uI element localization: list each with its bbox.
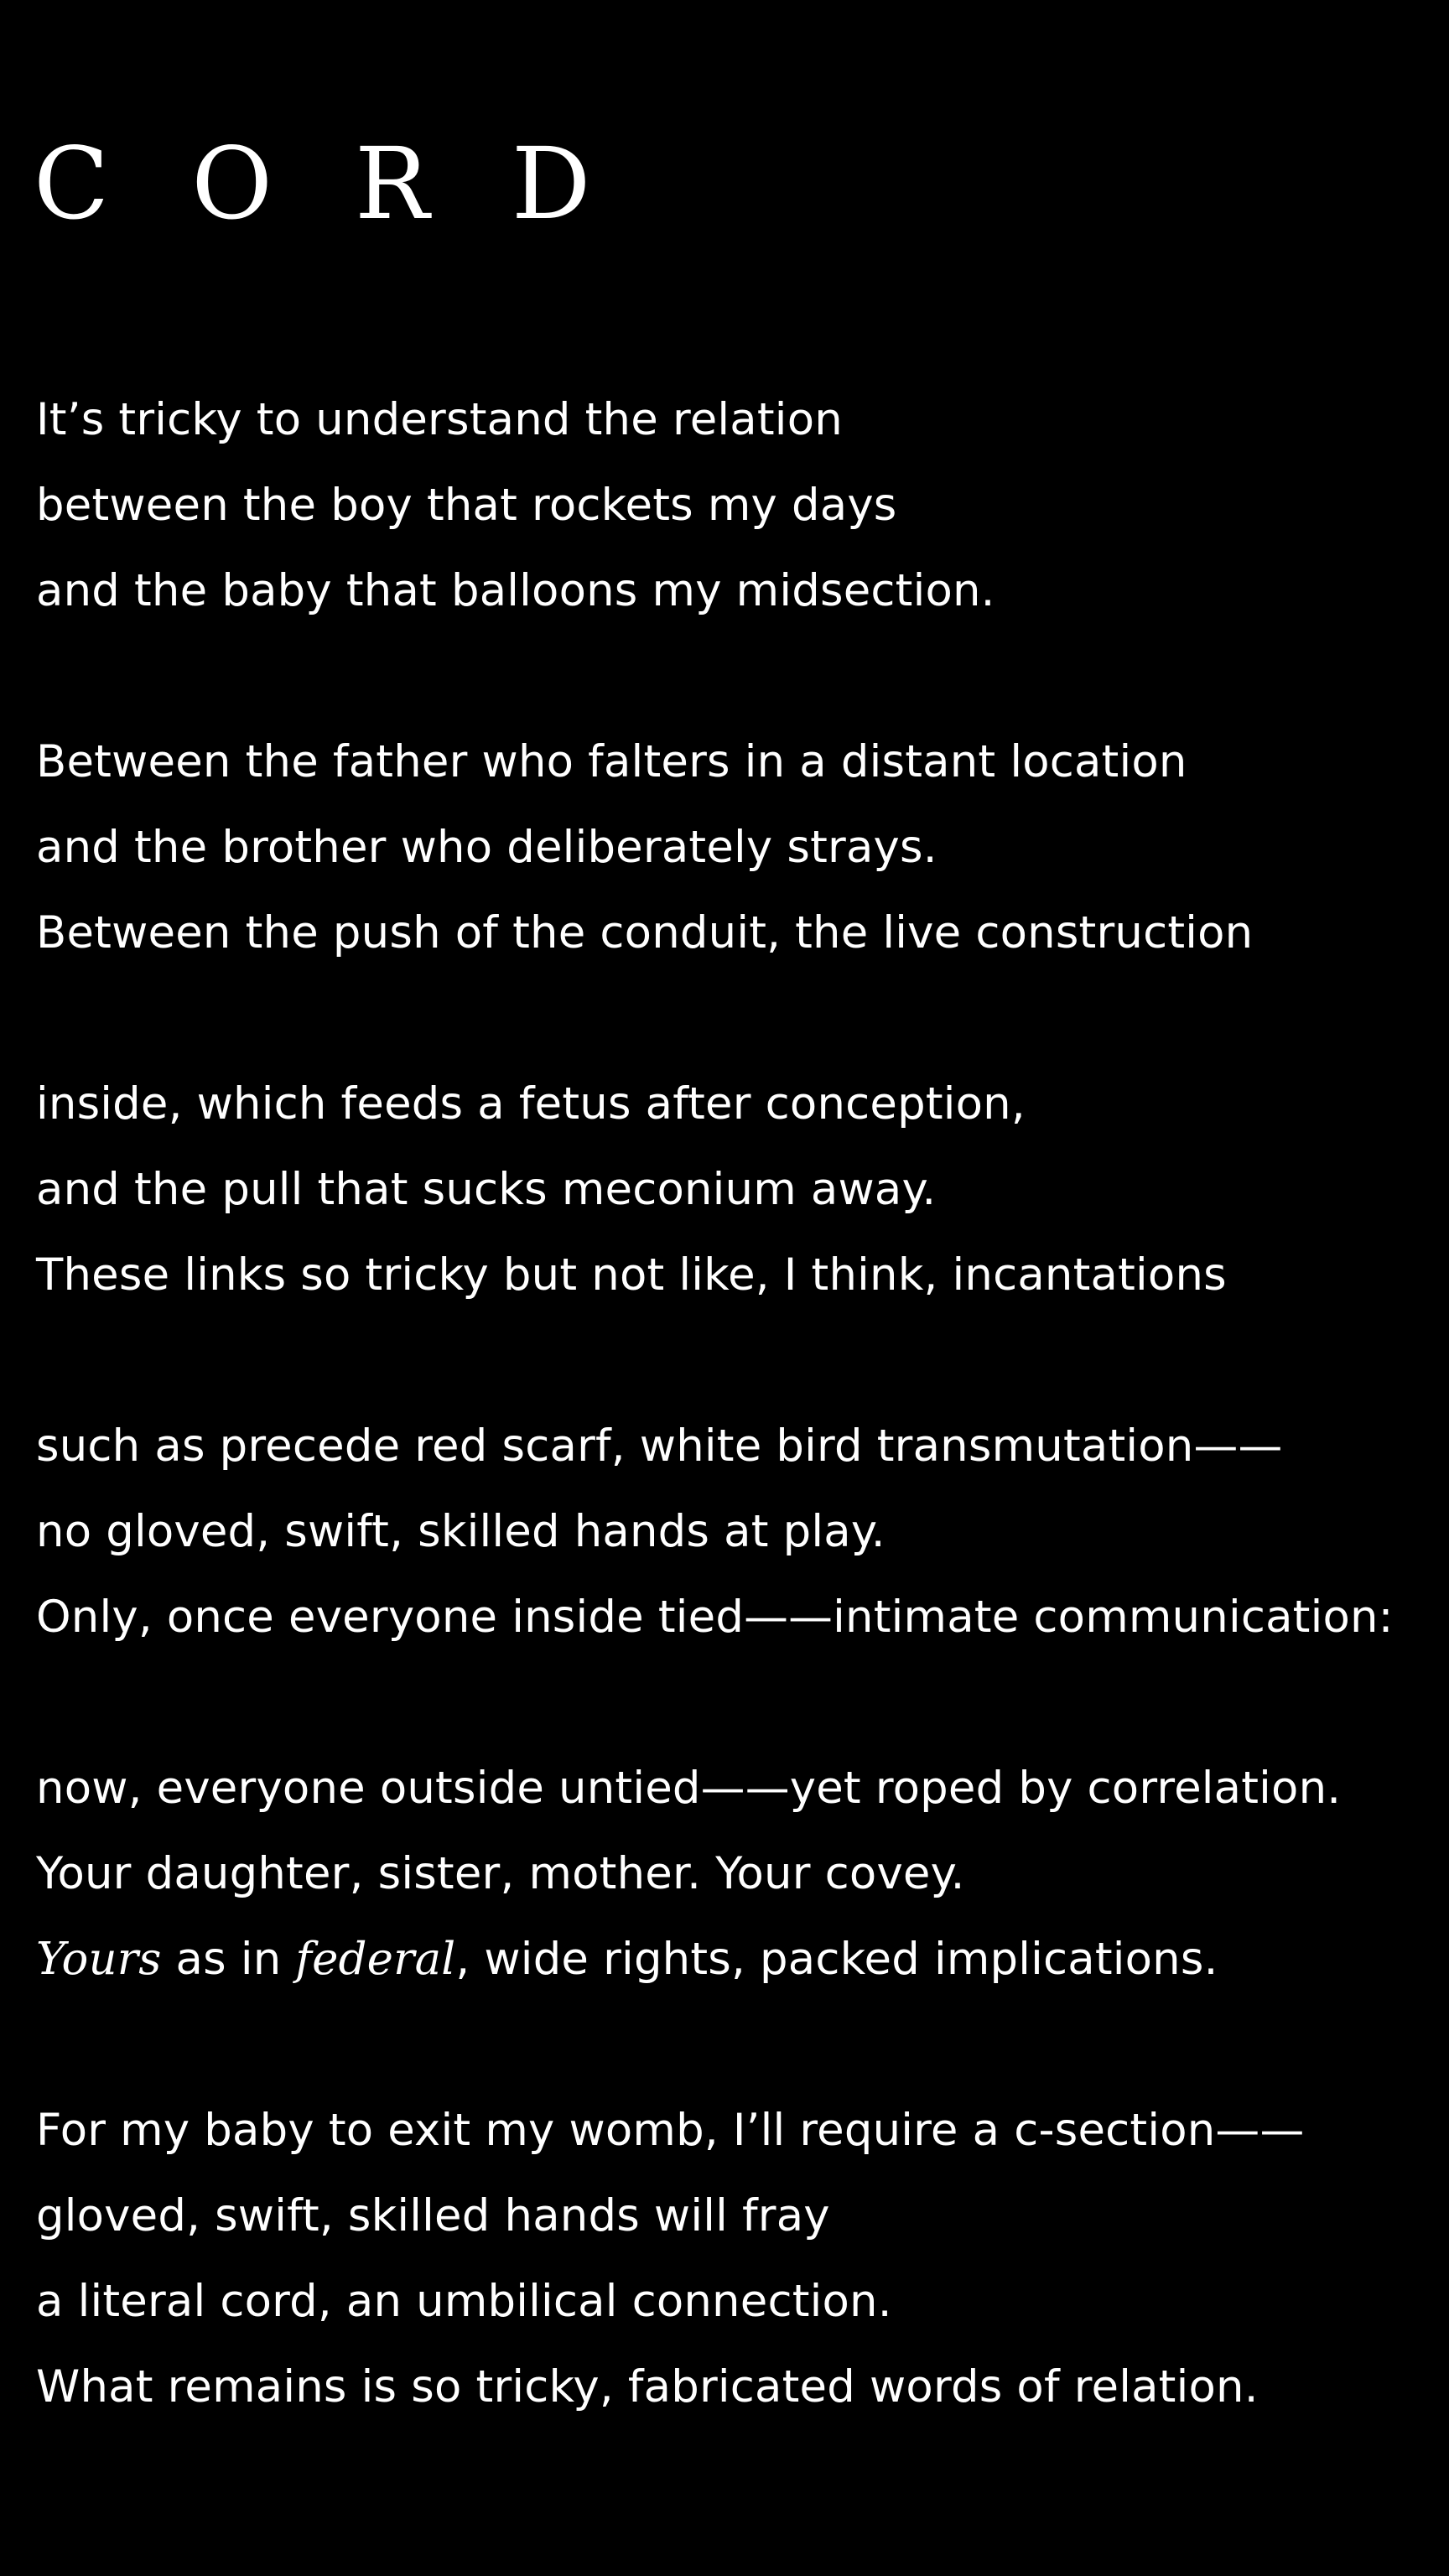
poem-line: now, everyone outside untied——yet roped by correlation. bbox=[36, 1763, 1342, 1814]
stanza-4 bbox=[36, 1404, 1445, 1660]
poem-body bbox=[36, 377, 1445, 2516]
stanza-5 bbox=[36, 1746, 1445, 2002]
poem-line: What remains is so tricky, fabricated words of relation. bbox=[36, 2361, 1259, 2412]
poem-line: such as precede red scarf, white bird transmutation—— bbox=[36, 1420, 1283, 1472]
poem-line: no gloved, swift, skilled hands at play. bbox=[36, 1506, 886, 1557]
poem-line: Only, once everyone inside tied——intimate communication: bbox=[36, 1592, 1394, 1643]
poem-line: and the pull that sucks meconium away. bbox=[36, 1164, 937, 1215]
poem-line: between the boy that rockets my days bbox=[36, 480, 897, 531]
line-fragment: , wide rights, packed implications. bbox=[455, 1934, 1218, 1985]
stanza-2 bbox=[36, 719, 1445, 976]
poem-line: and the brother who deliberately strays. bbox=[36, 822, 937, 873]
poem-line: Between the father who falters in a distant location bbox=[36, 736, 1187, 787]
poem-title: CORD bbox=[34, 126, 673, 242]
stanza-6 bbox=[36, 2088, 1445, 2430]
poem-line: Your daughter, sister, mother. Your covey. bbox=[36, 1848, 965, 1899]
poem-line: Between the push of the conduit, the live construction bbox=[36, 907, 1254, 958]
poem-line: inside, which feeds a fetus after conception, bbox=[36, 1078, 1026, 1130]
stanza-1 bbox=[36, 377, 1445, 634]
poem-line: and the baby that balloons my midsection. bbox=[36, 565, 995, 616]
stanza-3 bbox=[36, 1062, 1445, 1318]
poem-line: gloved, swift, skilled hands will fray bbox=[36, 2190, 830, 2241]
poem-line: a literal cord, an umbilical connection. bbox=[36, 2276, 892, 2327]
line-fragment: as in bbox=[161, 1934, 296, 1985]
poem-line: It’s tricky to understand the relation bbox=[36, 394, 843, 445]
poem-line-mixed bbox=[36, 1917, 1441, 2002]
poem-line: These links so tricky but not like, I think, incantations bbox=[36, 1249, 1227, 1301]
italic-word: federal bbox=[295, 1934, 456, 1985]
poem-line: For my baby to exit my womb, I’ll require a c-section—— bbox=[36, 2105, 1305, 2156]
italic-word: Yours bbox=[36, 1934, 162, 1985]
